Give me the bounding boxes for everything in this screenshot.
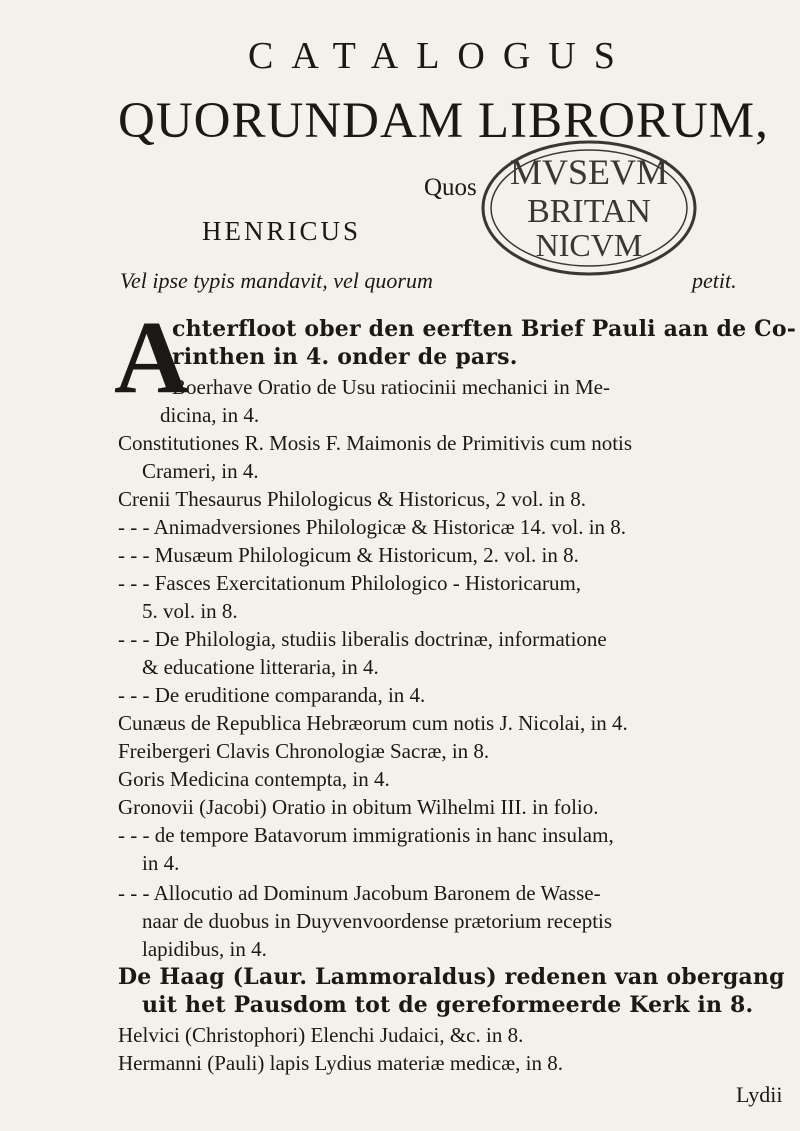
entry-line: naar de duobus in Duyvenvoordense prætorium receptis	[142, 909, 613, 933]
entry-line: De Haag (Laur. Lammoraldus) redenen van obergang	[118, 964, 785, 990]
entry-line: Boerhave Oratio de Usu ratiocinii mechanici in Me-	[172, 375, 610, 399]
entry-line: - - - de tempore Batavorum immigrationis in hanc insulam,	[118, 823, 614, 847]
entry-line: Helvici (Christophori) Elenchi Judaici, &c. in 8.	[118, 1023, 524, 1047]
entry-line: & educatione litteraria, in 4.	[142, 655, 379, 679]
entry-line: 5. vol. in 8.	[142, 599, 238, 623]
title-catalogus: CATALOGUS	[248, 35, 633, 77]
henricus-name: HENRICUS	[202, 216, 362, 246]
entry-line: - - - Fasces Exercitationum Philologico - Historicarum,	[118, 571, 582, 595]
stamp-line-2: BRITAN	[527, 193, 651, 230]
entry-line: Crameri, in 4.	[142, 459, 259, 483]
publisher-statement: Vel ipse typis mandavit, vel quorum	[120, 268, 433, 293]
entry-line: dicina, in 4.	[160, 403, 260, 427]
entry-line: in 4.	[142, 851, 180, 875]
entry-line: - - - Animadversiones Philologicæ & Historicæ 14. vol. in 8.	[118, 515, 627, 539]
title-quorundam-librorum: QUORUNDAM LIBRORUM,	[118, 93, 769, 149]
entry-line: Gronovii (Jacobi) Oratio in obitum Wilhelmi III. in folio.	[118, 795, 599, 819]
entry-line: - - - De Philologia, studiis liberalis doctrinæ, informatione	[118, 627, 607, 651]
entry-line: Cunæus de Republica Hebræorum cum notis J. Nicolai, in 4.	[118, 711, 628, 735]
stamp-line-3: NICVM	[535, 227, 643, 263]
entry-line: - - - Allocutio ad Dominum Jacobum Baronem de Wasse-	[118, 881, 601, 905]
entry-line: lapidibus, in 4.	[142, 937, 267, 961]
quos-text: Quos	[424, 174, 477, 201]
entry-line: rinthen in 4. onder de pars.	[172, 344, 518, 370]
catchword: Lydii	[736, 1082, 783, 1107]
entry-line: - - - De eruditione comparanda, in 4.	[118, 683, 426, 707]
entry-line: Constitutiones R. Mosis F. Maimonis de Primitivis cum notis	[118, 431, 633, 455]
entry-line: Hermanni (Pauli) lapis Lydius materiæ medicæ, in 8.	[118, 1051, 564, 1075]
drop-cap: A	[114, 300, 190, 415]
stamp-line-1: MVSEVM	[509, 152, 669, 192]
publisher-statement-end: petit.	[692, 268, 737, 293]
entry-line: Freibergeri Clavis Chronologiæ Sacræ, in 8.	[118, 739, 490, 763]
entry-line: chterfloot ober den eerften Brief Pauli aan de Co-	[172, 316, 797, 342]
entry-line: Goris Medicina contempta, in 4.	[118, 767, 390, 791]
entry-line: uit het Pausdom tot de gereformeerde Kerk in 8.	[142, 992, 754, 1018]
entry-line: - - - Musæum Philologicum & Historicum, 2. vol. in 8.	[118, 543, 579, 567]
entry-line: Crenii Thesaurus Philologicus & Historicus, 2 vol. in 8.	[118, 487, 587, 511]
